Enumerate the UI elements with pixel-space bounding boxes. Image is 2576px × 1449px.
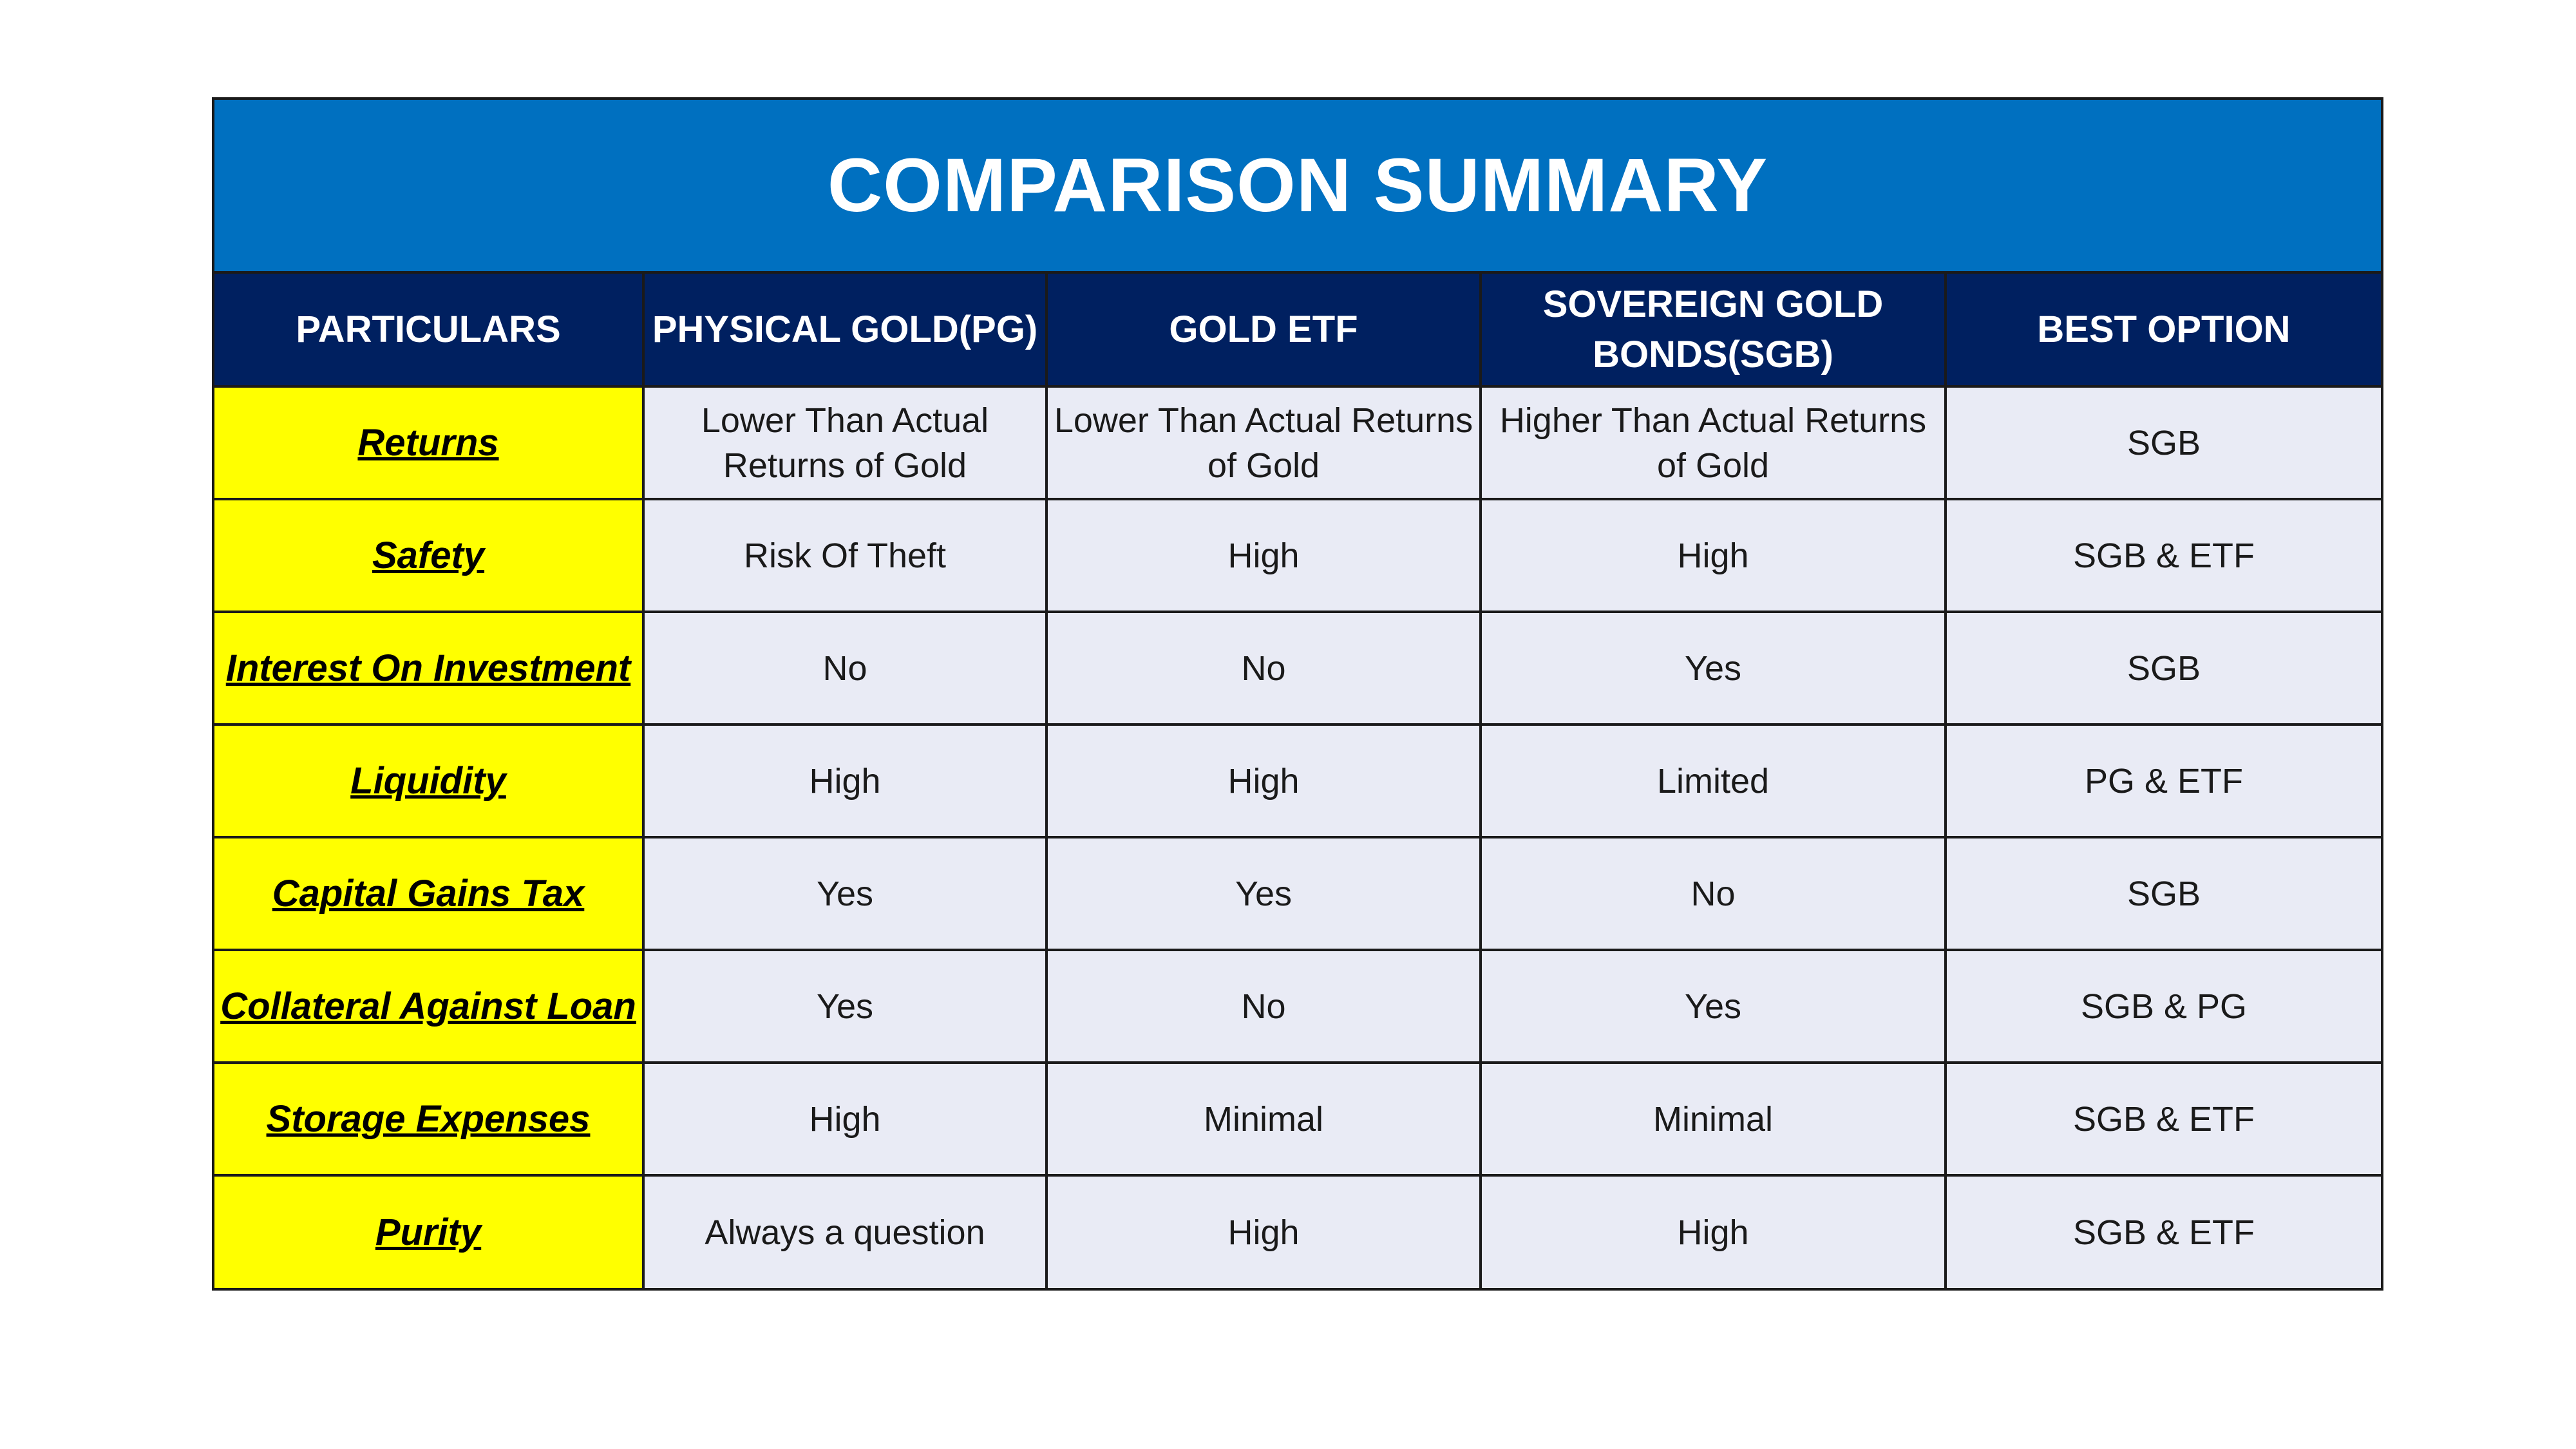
cell-particular: Capital Gains Tax (214, 837, 643, 950)
cell-particular: Storage Expenses (214, 1063, 643, 1175)
cell-best-option: SGB (1946, 612, 2381, 724)
cell-physical-gold: Lower Than Actual Returns of Gold (643, 386, 1046, 499)
table-row (214, 1063, 2381, 1175)
table-row (214, 1175, 2381, 1288)
cell-physical-gold: No (643, 612, 1046, 724)
cell-physical-gold: Yes (643, 950, 1046, 1063)
cell-best-option: SGB & PG (1946, 950, 2381, 1063)
table-row (214, 837, 2381, 950)
cell-physical-gold: High (643, 724, 1046, 837)
table-row (214, 499, 2381, 612)
cell-best-option: SGB & ETF (1946, 1063, 2381, 1175)
table-row (214, 950, 2381, 1063)
cell-sgb: Yes (1481, 950, 1946, 1063)
cell-particular: Purity (214, 1175, 643, 1288)
cell-particular: Liquidity (214, 724, 643, 837)
cell-sgb: Minimal (1481, 1063, 1946, 1175)
cell-sgb: No (1481, 837, 1946, 950)
cell-gold-etf: Yes (1046, 837, 1481, 950)
cell-best-option: PG & ETF (1946, 724, 2381, 837)
comparison-table (212, 97, 2383, 1291)
cell-gold-etf: Lower Than Actual Returns of Gold (1046, 386, 1481, 499)
comparison-grid (214, 274, 2381, 1288)
cell-gold-etf: No (1046, 612, 1481, 724)
cell-sgb: High (1481, 499, 1946, 612)
table-row (214, 386, 2381, 499)
header-best-option: BEST OPTION (1946, 274, 2381, 386)
table-row (214, 724, 2381, 837)
table-row (214, 612, 2381, 724)
header-row (214, 274, 2381, 386)
cell-sgb: Yes (1481, 612, 1946, 724)
cell-physical-gold: Always a question (643, 1175, 1046, 1288)
cell-gold-etf: High (1046, 1175, 1481, 1288)
cell-gold-etf: No (1046, 950, 1481, 1063)
cell-sgb: Limited (1481, 724, 1946, 837)
table-title: COMPARISON SUMMARY (214, 100, 2381, 274)
header-physical-gold: PHYSICAL GOLD(PG) (643, 274, 1046, 386)
cell-particular: Returns (214, 386, 643, 499)
cell-physical-gold: Risk Of Theft (643, 499, 1046, 612)
header-sovereign-gold-bonds: SOVEREIGN GOLD BONDS(SGB) (1481, 274, 1946, 386)
cell-physical-gold: High (643, 1063, 1046, 1175)
cell-particular: Collateral Against Loan (214, 950, 643, 1063)
cell-best-option: SGB (1946, 837, 2381, 950)
header-gold-etf: GOLD ETF (1046, 274, 1481, 386)
cell-sgb: Higher Than Actual Returns of Gold (1481, 386, 1946, 499)
cell-physical-gold: Yes (643, 837, 1046, 950)
cell-gold-etf: Minimal (1046, 1063, 1481, 1175)
cell-sgb: High (1481, 1175, 1946, 1288)
cell-gold-etf: High (1046, 724, 1481, 837)
header-particulars: PARTICULARS (214, 274, 643, 386)
cell-best-option: SGB (1946, 386, 2381, 499)
cell-best-option: SGB & ETF (1946, 1175, 2381, 1288)
cell-gold-etf: High (1046, 499, 1481, 612)
cell-particular: Safety (214, 499, 643, 612)
cell-particular: Interest On Investment (214, 612, 643, 724)
cell-best-option: SGB & ETF (1946, 499, 2381, 612)
